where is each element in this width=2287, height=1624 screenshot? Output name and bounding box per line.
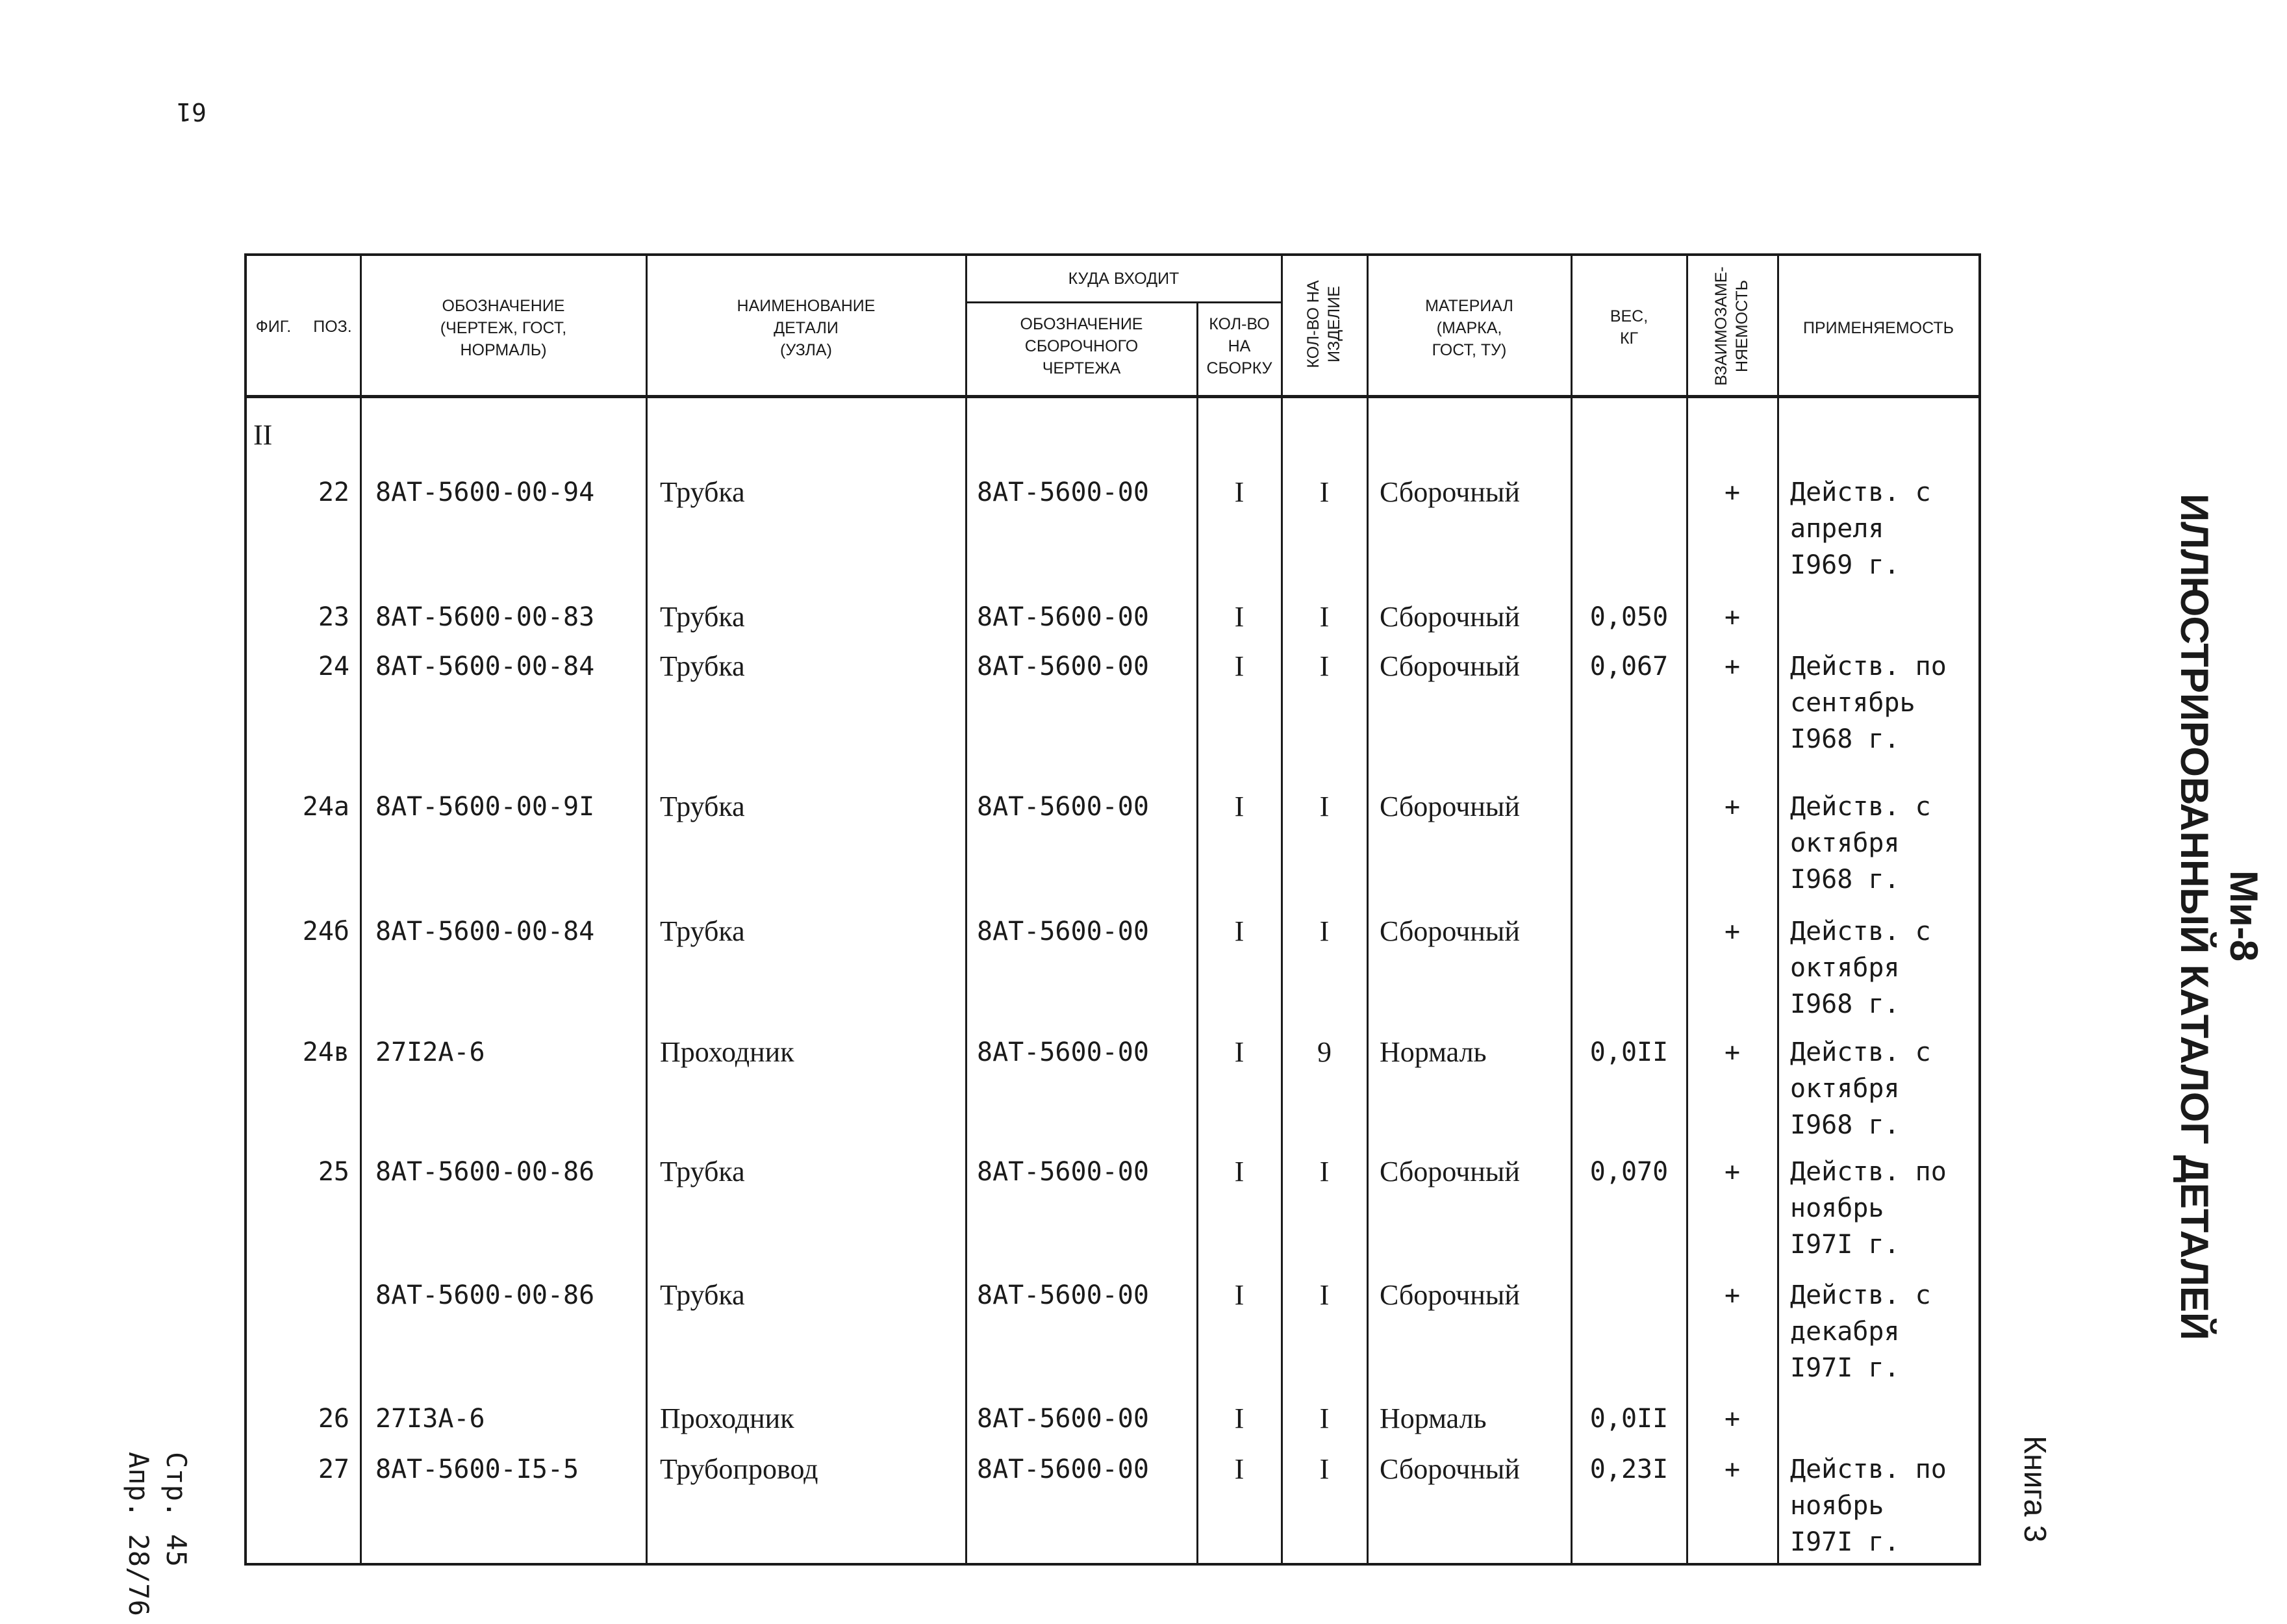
- col-divider: [1686, 256, 1688, 1563]
- cell-pos: 26: [318, 1404, 349, 1434]
- cell-pos: 24в: [302, 1037, 349, 1067]
- cell-applicability: [1790, 1451, 1978, 1560]
- header-fig: ФИГ.: [255, 318, 292, 336]
- cell-pos: 23: [318, 602, 349, 632]
- applicability-line: I968 г.: [1790, 989, 1900, 1019]
- applicability-line: октября: [1790, 828, 1900, 858]
- cell-weight: 0,0II: [1589, 1037, 1669, 1067]
- page-ref-page: Стр. 45: [160, 1452, 192, 1567]
- applicability-line: Действ. с: [1790, 917, 1931, 946]
- cell-designation: 27I3А-6: [375, 1404, 485, 1434]
- applicability-line: ноябрь: [1790, 1193, 1884, 1223]
- cell-interchangeability: +: [1724, 792, 1741, 822]
- cell-qty-assembly: I: [1234, 1402, 1245, 1434]
- header-material: МАТЕРИАЛ (МАРКА, ГОСТ, ТУ): [1425, 297, 1513, 359]
- header-weight: ВЕС, КГ: [1610, 307, 1649, 348]
- cell-part-name: Трубопровод: [660, 1453, 818, 1485]
- cell-material: Сборочный: [1380, 1279, 1520, 1311]
- applicability-line: декабря: [1790, 1317, 1900, 1347]
- cell-interchangeability: +: [1724, 602, 1741, 632]
- cell-applicability: [1790, 913, 1978, 1022]
- cell-assembly-drawing: 8АТ-5600-00: [977, 1454, 1149, 1484]
- cell-designation: 8АТ-5600-00-9I: [375, 792, 595, 822]
- applicability-line: ноябрь: [1790, 1491, 1884, 1521]
- header-designation: ОБОЗНАЧЕНИЕ (ЧЕРТЕЖ, ГОСТ, НОРМАЛЬ): [440, 297, 567, 359]
- cell-applicability: [1790, 789, 1978, 898]
- cell-qty-assembly: I: [1234, 1156, 1245, 1187]
- cell-qty-product: I: [1319, 601, 1330, 633]
- applicability-line: I97I г.: [1790, 1527, 1900, 1557]
- header-qty-product: КОЛ-ВО НА ИЗДЕЛИЕ: [1304, 280, 1343, 368]
- cell-designation: 8АТ-5600-00-84: [375, 652, 595, 681]
- col-divider: [1367, 256, 1369, 1563]
- cell-interchangeability: +: [1724, 1157, 1741, 1187]
- cell-material: Нормаль: [1380, 1036, 1487, 1068]
- cell-qty-assembly: I: [1234, 650, 1245, 682]
- applicability-line: I97I г.: [1790, 1230, 1900, 1260]
- cell-part-name: Трубка: [660, 601, 745, 633]
- cell-qty-product: I: [1319, 915, 1330, 947]
- cell-applicability: [1790, 1154, 1978, 1263]
- cell-pos: 27: [318, 1454, 349, 1484]
- cell-interchangeability: +: [1724, 652, 1741, 681]
- where-used-divider: [965, 301, 1281, 303]
- cell-part-name: Трубка: [660, 1279, 745, 1311]
- cell-applicability: [1790, 1277, 1978, 1386]
- catalog-side-title: [2169, 494, 2268, 1341]
- cell-pos: 24б: [302, 917, 349, 946]
- cell-designation: 8АТ-5600-00-83: [375, 602, 595, 632]
- col-divider: [965, 256, 967, 1563]
- cell-part-name: Трубка: [660, 1156, 745, 1187]
- cell-interchangeability: +: [1724, 1404, 1741, 1434]
- cell-qty-assembly: I: [1234, 476, 1245, 508]
- cell-qty-assembly: I: [1234, 1453, 1245, 1485]
- cell-designation: 8АТ-5600-I5-5: [375, 1454, 579, 1484]
- applicability-line: Действ. по: [1790, 652, 1947, 681]
- cell-pos: 25: [318, 1157, 349, 1187]
- cell-weight: 0,067: [1589, 652, 1669, 681]
- applicability-line: I968 г.: [1790, 724, 1900, 754]
- header-assembly-drawing: ОБОЗНАЧЕНИЕ СБОРОЧНОГО ЧЕРТЕЖА: [1020, 315, 1143, 377]
- page-ref-date: Апр. 28/76: [123, 1452, 155, 1616]
- header-pos: ПОЗ.: [313, 318, 352, 336]
- header-where-used: КУДА ВХОДИТ: [1068, 270, 1180, 288]
- header-part-name: НАИМЕНОВАНИЕ ДЕТАЛИ (УЗЛА): [737, 297, 876, 359]
- cell-qty-assembly: I: [1234, 601, 1245, 633]
- header-divider: [247, 395, 1978, 398]
- cell-interchangeability: +: [1724, 1454, 1741, 1484]
- catalog-title: ИЛЛЮСТРИРОВАННЫЙ КАТАЛОГ ДЕТАЛЕЙ: [2173, 494, 2216, 1341]
- applicability-line: Действ. с: [1790, 1037, 1931, 1067]
- applicability-line: I968 г.: [1790, 865, 1900, 894]
- header-qty-assembly: КОЛ-ВО НА СБОРКУ: [1206, 315, 1272, 377]
- cell-qty-product: I: [1319, 1279, 1330, 1311]
- cell-weight: 0,0II: [1589, 1404, 1669, 1434]
- applicability-line: апреля: [1790, 514, 1884, 544]
- book-label: Книга 3: [2017, 1436, 2052, 1543]
- col-divider: [1196, 301, 1198, 1563]
- cell-qty-product: I: [1319, 1402, 1330, 1434]
- cell-part-name: Трубка: [660, 915, 745, 947]
- cell-applicability: [1790, 648, 1978, 757]
- cell-qty-product: 9: [1317, 1036, 1332, 1068]
- cell-material: Сборочный: [1380, 1156, 1520, 1187]
- page-number: 61: [177, 97, 207, 126]
- cell-material: Сборочный: [1380, 915, 1520, 947]
- cell-material: Сборочный: [1380, 650, 1520, 682]
- cell-qty-product: I: [1319, 650, 1330, 682]
- cell-weight: 0,23I: [1589, 1454, 1669, 1484]
- cell-assembly-drawing: 8АТ-5600-00: [977, 652, 1149, 681]
- figure-number: II: [253, 419, 273, 451]
- col-divider: [1281, 256, 1283, 1563]
- col-divider: [646, 256, 648, 1563]
- cell-designation: 8АТ-5600-00-94: [375, 477, 595, 507]
- applicability-line: Действ. с: [1790, 792, 1931, 822]
- cell-weight: 0,070: [1589, 1157, 1669, 1187]
- cell-part-name: Проходник: [660, 1036, 794, 1068]
- page-reference: [120, 1452, 195, 1616]
- cell-pos: 24: [318, 652, 349, 681]
- cell-interchangeability: +: [1724, 917, 1741, 946]
- col-divider: [360, 256, 362, 1563]
- applicability-line: I969 г.: [1790, 550, 1900, 580]
- cell-assembly-drawing: 8АТ-5600-00: [977, 1037, 1149, 1067]
- cell-weight: 0,050: [1589, 602, 1669, 632]
- cell-pos: 24а: [302, 792, 349, 822]
- cell-material: Сборочный: [1380, 476, 1520, 508]
- parts-catalog-table: [244, 253, 1981, 1566]
- cell-designation: 8АТ-5600-00-86: [375, 1280, 595, 1310]
- cell-assembly-drawing: 8АТ-5600-00: [977, 1404, 1149, 1434]
- cell-designation: 8АТ-5600-00-86: [375, 1157, 595, 1187]
- applicability-line: сентябрь: [1790, 688, 1915, 718]
- applicability-line: Действ. по: [1790, 1454, 1947, 1484]
- cell-applicability: [1790, 474, 1978, 583]
- aircraft-model: Ми-8: [2222, 870, 2266, 962]
- cell-assembly-drawing: 8АТ-5600-00: [977, 477, 1149, 507]
- col-divider: [1571, 256, 1573, 1563]
- col-divider: [1777, 256, 1779, 1563]
- cell-assembly-drawing: 8АТ-5600-00: [977, 1157, 1149, 1187]
- cell-qty-product: I: [1319, 791, 1330, 822]
- cell-material: Сборочный: [1380, 601, 1520, 633]
- header-interchangeability: ВЗАИМОЗАМЕ- НЯЕМОСТЬ: [1712, 266, 1751, 386]
- applicability-line: I97I г.: [1790, 1353, 1900, 1383]
- cell-assembly-drawing: 8АТ-5600-00: [977, 602, 1149, 632]
- cell-assembly-drawing: 8АТ-5600-00: [977, 917, 1149, 946]
- cell-part-name: Трубка: [660, 476, 745, 508]
- cell-part-name: Проходник: [660, 1402, 794, 1434]
- applicability-line: Действ. по: [1790, 1157, 1947, 1187]
- cell-qty-assembly: I: [1234, 1036, 1245, 1068]
- applicability-line: I968 г.: [1790, 1110, 1900, 1140]
- applicability-line: Действ. с: [1790, 477, 1931, 507]
- cell-pos: 22: [318, 477, 349, 507]
- cell-designation: 8АТ-5600-00-84: [375, 917, 595, 946]
- cell-part-name: Трубка: [660, 650, 745, 682]
- cell-qty-product: I: [1319, 1453, 1330, 1485]
- cell-material: Нормаль: [1380, 1402, 1487, 1434]
- cell-designation: 27I2А-6: [375, 1037, 485, 1067]
- cell-assembly-drawing: 8АТ-5600-00: [977, 1280, 1149, 1310]
- cell-assembly-drawing: 8АТ-5600-00: [977, 792, 1149, 822]
- cell-material: Сборочный: [1380, 791, 1520, 822]
- cell-material: Сборочный: [1380, 1453, 1520, 1485]
- cell-qty-assembly: I: [1234, 791, 1245, 822]
- cell-qty-assembly: I: [1234, 915, 1245, 947]
- cell-applicability: [1790, 1034, 1978, 1143]
- cell-part-name: Трубка: [660, 791, 745, 822]
- cell-interchangeability: +: [1724, 1280, 1741, 1310]
- applicability-line: октября: [1790, 953, 1900, 983]
- applicability-line: Действ. с: [1790, 1280, 1931, 1310]
- cell-qty-assembly: I: [1234, 1279, 1245, 1311]
- header-applicability: ПРИМЕНЯЕМОСТЬ: [1802, 319, 1954, 337]
- applicability-line: октября: [1790, 1074, 1900, 1104]
- cell-interchangeability: +: [1724, 477, 1741, 507]
- cell-qty-product: I: [1319, 476, 1330, 508]
- cell-interchangeability: +: [1724, 1037, 1741, 1067]
- cell-qty-product: I: [1319, 1156, 1330, 1187]
